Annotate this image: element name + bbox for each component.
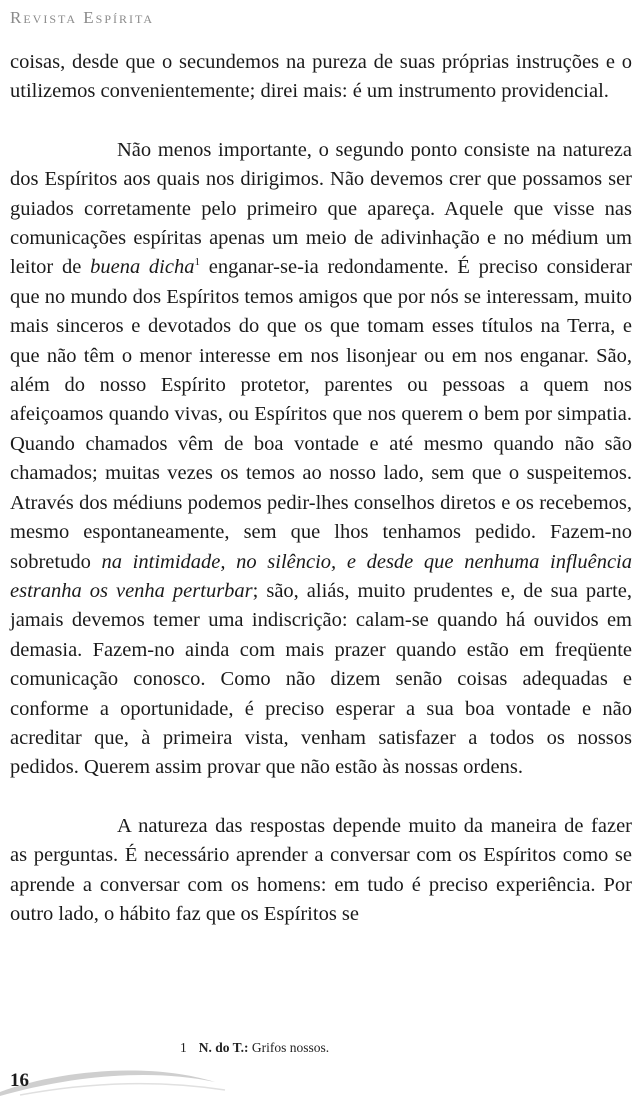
paragraph-3: A natureza das respostas depende muito da maneira de fazer as perguntas. É necessário aprender a conversar com os Espíritos como se aprende a conversar com os homens: em tudo é preciso experiência. Por outro lado, o hábito faz que os Espíritos se [10, 814, 632, 925]
footnote-label: N. do T.: [198, 1040, 249, 1055]
body-text [10, 48, 632, 929]
paragraph-2-text-a: Não menos importante, o segundo ponto consiste na natureza dos Espíritos aos quais nos dirigimos. Não devemos crer que possamos ser guiados corretamente pelo primeiro que apareça. Aquele que visse nas comunicações espíritas apenas um meio de adivinhação e no médium um leitor de [10, 138, 632, 279]
running-head: Revista Espírita [10, 8, 155, 27]
paragraph-2 [10, 136, 632, 783]
page-number: 16 [10, 1070, 29, 1091]
paragraph-gap [10, 107, 632, 136]
footnote-reference[interactable]: 1 [194, 256, 200, 269]
paragraph-2-text-b: enganar-se-ia redondamente. É preciso considerar que no mundo dos Espíritos temos amigos que por nós se interessam, muito mais sinceros e devotados do que os que tomam esses títulos na Terra, e que não têm o menor interesse em nos lisonjear ou em nos enganar. São, além do nosso Espírito protetor, parentes ou pessoas a quem nos afeiçoamos quando vivas, ou Espíritos que nos querem o bem por simpatia. Quando chamados vêm de boa vontade e até mesmo quando não são chamados; muitas vezes os temos ao nosso lado, sem que o suspeitemos. Através dos médiuns podemos pedir-lhes conselhos diretos e os recebemos, mesmo espontaneamente, sem que lhos tenhamos pedido. Fazem-no sobretudo [10, 256, 632, 573]
footnote [180, 1040, 329, 1056]
footnote-number: 1 [180, 1040, 187, 1055]
paragraph-2-text-c: ; são, aliás, muito prudentes e, de sua parte, jamais devemos temer uma indiscrição: calam-se quando há ouvidos em demasia. Fazem-no ainda com mais prazer quando estão em freqüente comunicação conosco. Como não dizem senão coisas adequadas e conforme a oportunidade, é preciso esperar a sua boa vontade e não acreditar que, à primeira vista, venham satisfazer a todos os nossos pedidos. Querem assim provar que não estão às nossas ordens. [10, 579, 633, 779]
page-ornament-swoosh [0, 1062, 230, 1102]
footnote-text: Grifos nossos. [251, 1040, 330, 1055]
paragraph-gap [10, 783, 632, 812]
italic-phrase-buena-dicha: buena dicha [90, 256, 195, 279]
italic-phrase-intimidade: na intimidade, no silêncio, e desde que nenhuma influência estranha os venha perturbar [10, 550, 632, 602]
paragraph-1: coisas, desde que o secundemos na pureza de suas próprias instruções e o utilizemos convenientemente; direi mais: é um instrumento providencial. [10, 51, 632, 103]
